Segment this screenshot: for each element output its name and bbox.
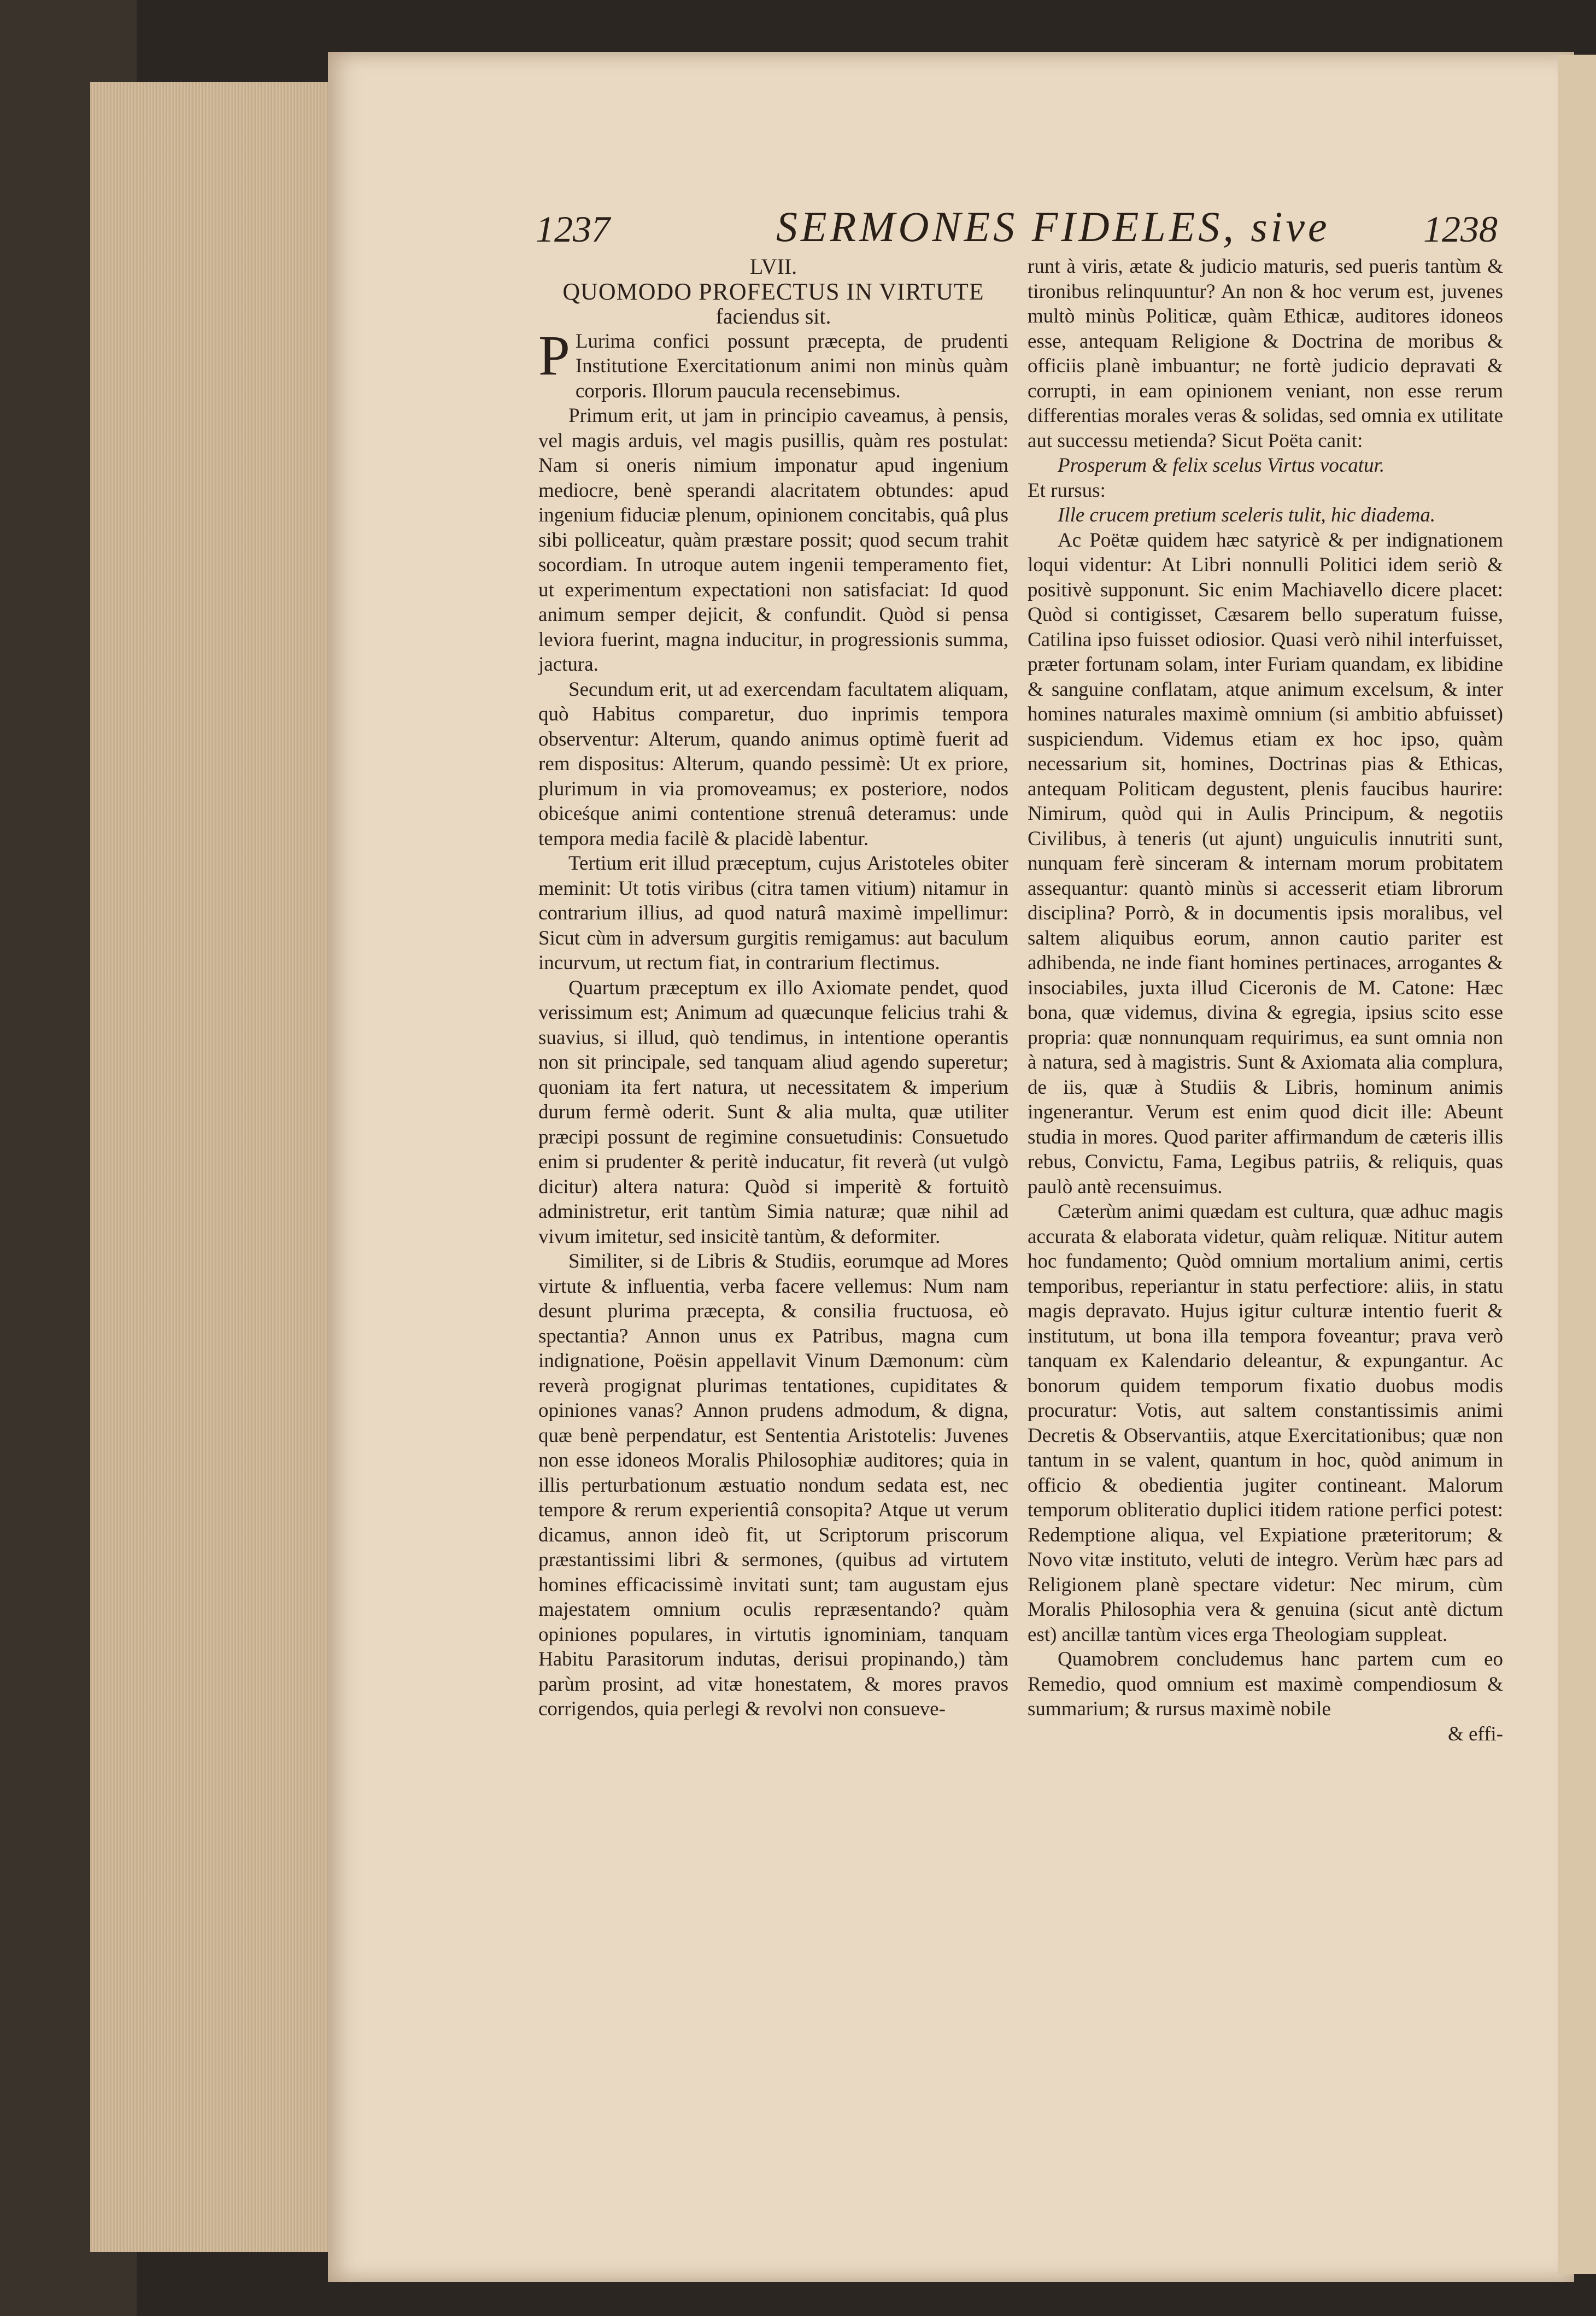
verse-quote: Ille crucem pretium sceleris tulit, hic diadema.	[1058, 504, 1436, 526]
right-column	[1028, 254, 1503, 1746]
paragraph: Et rursus:	[1028, 479, 1106, 502]
chapter-title-cont: faciendus sit.	[715, 304, 831, 329]
paragraph: Tertium erit illud præceptum, cujus Aristoteles obiter meminit: Ut totis viribus (citra tamen vitium) nitamur in contrarium illius, ad quod naturâ maximè impellimur: Sicut cùm in adversum gurgitis remigamus: aut baculum incurvum, ut rectum fiat, in contrarium flectimus.	[538, 852, 1008, 974]
page-number-left: 1237	[536, 208, 610, 250]
paragraph: Similiter, si de Libris & Studiis, eorumque ad Mores virtute & influentia, verba facere vellemus: Num nam desunt plurima præcepta, & consilia fructuosa, eò spectantia? Annon unus ex Patribus, magna cum indignatione, Poësin appellavit Vinum Dæmonum: cùm reverà progignat plurimas tentationes, cupiditates & opiniones vanas? Annon prudens admodum, & digna, quæ benè perpendatur, est Sententia Aristotelis: Juvenes non esse idoneos Moralis Philosophiæ auditores; quia in illis perturbationum æstuatio nondum sedata est, nec tempore & rerum experientiâ consopita? Atque ut verum dicamus, annon ideò fit, ut Scriptorum priscorum præstantissimi libri & sermones, (quibus ad virtutem homines efficacissimè invitati sunt; tam augustam ejus majestatem omnium oculis repræsentando? quàm opiniones populares, in virtutis ignominiam, tanquam Habitu Parasitorum indutas, derisui propinando,) tàm parùm prosint, ad vitæ honestatem, & mores pravos corrigendos, quia perlegi & revolvi non consueve-	[538, 1250, 1008, 1720]
catchword: & effi-	[1447, 1722, 1503, 1745]
paragraph: P Lurima confici possunt præcepta, de prudenti Institutione Exercitationum animi non minùs quàm corporis. Illorum paucula recensebimus.	[538, 324, 1008, 402]
paragraph: Quartum præceptum ex illo Axiomate pendet, quod verissimum est; Animum ad quæcunque felicius trahi & suavius, si illud, quò tendimus, in intentione operantis non sit principale, sed tanquam aliud agendo superetur; quoniam ita fert natura, ut necessitatem & imperium durum fermè oderit. Sunt & alia multa, quæ utiliter præcipi possunt de regimine consuetudinis: Consuetudo enim si prudenter & peritè inducatur, fit reverà (ut vulgò dicitur) altera natura: Quòd si imperitè & fortuitò administretur, erit tantùm Simia naturæ; quæ nihil ad vivum imitetur, sed insicitè tantùm, & deformiter.	[538, 976, 1008, 1248]
page-number-right: 1238	[1423, 208, 1498, 250]
facing-page-edge	[1558, 55, 1596, 2274]
running-header	[536, 202, 1498, 262]
chapter-title: QUOMODO PROFECTUS IN VIRTUTE	[562, 278, 984, 305]
drop-cap: P	[538, 324, 570, 387]
paragraph: Secundum erit, ut ad exercendam facultatem aliquam, quò Habitus comparetur, duo inprimis tempora observentur: Alterum, quando animus optimè fuerit ad rem dispositus: Alterum, quando pessimè: Ut ex priore, plurimum in via promoveamus; ex posteriore, nodos obiceśque animi contentione strenuâ deteramus: unde tempora media facilè & placidè labentur.	[538, 678, 1008, 850]
running-title: SERMONES FIDELES, sive	[776, 203, 1330, 250]
page-edges	[90, 82, 331, 2252]
paragraph: Quamobrem concludemus hanc partem cum eo Remedio, quod omnium est maximè compendiosum & summarium; & rursus maximè nobile	[1028, 1648, 1503, 1720]
left-column	[538, 254, 1008, 1722]
chapter-number: LVII.	[749, 254, 797, 279]
paragraph: Cæterùm animi quædam est cultura, quæ adhuc magis accurata & elaborata videtur, quàm reliquæ. Nititur autem hoc fundamento; Quòd omnium mortalium animi, certis temporibus, reperiantur in statu perfectiore: aliis, in statu magis depravato. Hujus igitur culturæ intentio fuerit & institutum, ut bona illa tempora foveantur; prava verò tanquam ex Kalendario deleantur, & expungantur. Ac bonorum quidem temporum fixatio duobus modis procuratur: Votis, aut saltem constantissimis animi Decretis & Observantiis, atque Exercitationibus; quæ non tantum in se valent, quantum in hoc, quòd animum in officio & obedientia jugiter contineant. Malorum temporum obliteratio duplici itidem ratione perfici potest: Redemptione aliqua, vel Expiatione præteritorum; & Novo vitæ instituto, veluti de integro. Verùm hæc pars ad Religionem planè spectare videtur: Nec mirum, cùm Moralis Philosophia vera & genuina (sicut antè dictum est) ancillæ tantùm vices erga Theologiam suppleat.	[1028, 1200, 1503, 1646]
paragraph: Primum erit, ut jam in principio caveamus, à pensis, vel magis arduis, vel magis pusillis, quàm res postulat: Nam si oneris nimium imponatur apud ingenium mediocre, benè sperandi alacritatem obtundes: apud ingenium fiduciæ plenum, opinionem concitabis, quâ plus sibi polliceatur, quàm præstare possit; quod secum trahit socordiam. In utroque autem ingenii temperamento fiet, ut experimentum expectationi non satisfaciat: Id quod animum semper dejicit, & confundit. Quòd si pensa leviora fuerint, magna inducitur, in progressionis summa, jactura.	[538, 404, 1008, 676]
paragraph: runt à viris, ætate & judicio maturis, sed pueris tantùm & tironibus relinquuntur? An non & hoc verum est, juvenes multò minùs Politicæ, quàm Ethicæ, auditores idoneos esse, antequam Religione & Doctrina de moribus & officiis planè imbuantur; ne fortè judicio depravati & corrupti, in eam opinionem veniant, non esse rerum differentias morales veras & solidas, sed omnia ex utilitate aut successu metienda? Sicut Poëta canit:	[1028, 255, 1503, 452]
verse-quote: Prosperum & felix scelus Virtus vocatur.	[1058, 454, 1385, 477]
paragraph: Ac Poëtæ quidem hæc satyricè & per indignationem loqui videntur: At Libri nonnulli Politici idem seriò & positivè supponunt. Sic enim Machiavello dicere placet: Quòd si contigisset, Cæsarem bello superatum fuisse, Catilina ipso fuisset odiosior. Quasi verò nihil interfuisset, præter fortunam solam, inter Furiam quandam, ex libidine & sanguine conflatam, atque animum excelsum, & inter homines naturales maximè omnium (si ambitio abfuisset) suspiciendum. Videmus etiam ex hoc ipso, quàm necessarium sit, homines, Doctrinas pias & Ethicas, antequam Politicam degustent, plenis faucibus haurire: Nimirum, quòd qui in Aulis Principum, & negotiis Civilibus, à teneris (ut ajunt) unguiculis innutriti sunt, nunquam ferè sinceram & internam morum probitatem assequantur: quantò minùs si accesserit etiam librorum disciplina? Porrò, & in documentis ipsis moralibus, vel saltem aliquibus eorum, annon cautio pariter est adhibenda, ne inde fiant homines pertinaces, arrogantes & insociabiles, juxta illud Ciceronis de M. Catone: Hæc bona, quæ videmus, divina & egregia, ipsius scito esse propria: quæ nonnunquam requirimus, ea sunt omnia non à natura, sed à magistris. Sunt & Axiomata alia complura, de iis, quæ à Studiis & Libris, hominum animis ingenerantur. Verum est enim quod dicit ille: Abeunt studia in mores. Quod pariter affirmandum de cæteris illis rebus, Convictu, Fama, Legibus patriis, & reliquis, quas paulò antè recensuimus.	[1028, 529, 1503, 1198]
